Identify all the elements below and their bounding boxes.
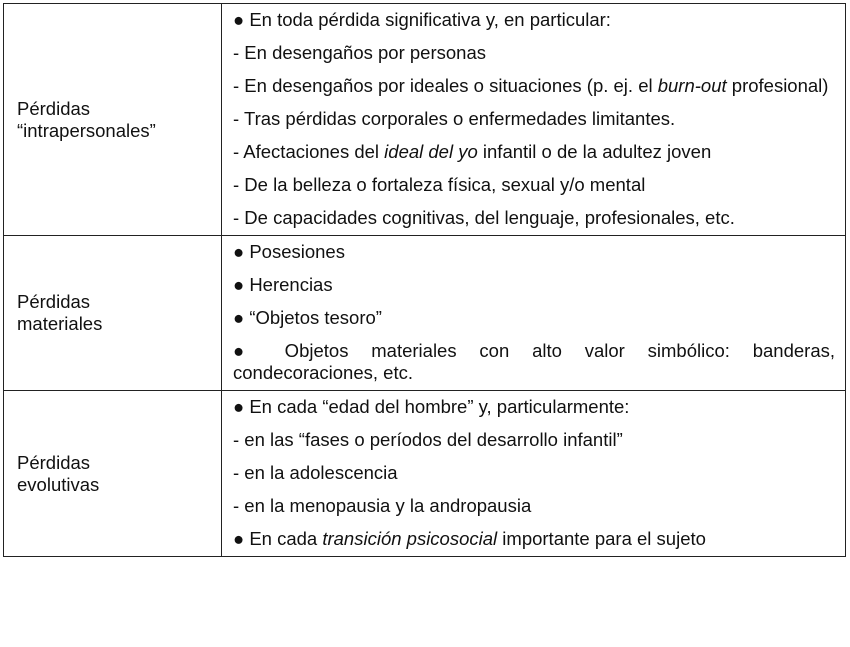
item-text: importante para el sujeto — [497, 528, 706, 549]
item-text: - Tras pérdidas corporales o enfermedades limitantes. — [233, 108, 676, 129]
list-item — [233, 42, 835, 64]
table-row — [4, 391, 846, 557]
list-item — [233, 307, 835, 329]
row-label-cell — [4, 4, 222, 236]
italic-text: transición psicosocial — [322, 528, 498, 549]
losses-table — [3, 3, 846, 557]
table-body — [4, 4, 846, 557]
list-item — [233, 207, 835, 229]
row-label-line: evolutivas — [17, 473, 100, 495]
italic-text: burn-out — [657, 75, 727, 96]
list-item — [233, 9, 835, 31]
row-label-line: “intrapersonales” — [17, 119, 156, 141]
list-item — [233, 495, 835, 517]
list-item — [233, 75, 835, 97]
item-text: profesional) — [726, 75, 829, 96]
list-item — [233, 174, 835, 196]
item-text: ● En toda pérdida significativa y, en particular: — [233, 9, 611, 30]
list-item — [233, 141, 835, 163]
item-text: ● Herencias — [233, 274, 333, 295]
row-content-cell — [222, 236, 846, 391]
item-text: infantil o de la adultez joven — [477, 141, 712, 162]
list-item — [233, 429, 835, 451]
list-item — [233, 396, 835, 418]
row-label-line: Pérdidas — [17, 451, 91, 473]
item-text: ● En cada “edad del hombre” y, particularmente: — [233, 396, 630, 417]
italic-text: ideal del yo — [384, 141, 478, 162]
item-text: ● En cada — [233, 528, 323, 549]
item-text: - Afectaciones del — [233, 141, 385, 162]
item-text: - De capacidades cognitivas, del lenguaje, profesionales, etc. — [233, 207, 735, 228]
row-content-cell — [222, 4, 846, 236]
list-item — [233, 340, 835, 384]
row-label-cell — [4, 236, 222, 391]
item-text: - En desengaños por ideales o situaciones (p. ej. el — [233, 75, 658, 96]
list-item — [233, 108, 835, 130]
item-text: - en la menopausia y la andropausia — [233, 495, 532, 516]
list-item — [233, 274, 835, 296]
item-text: ● Posesiones — [233, 241, 345, 262]
item-text: ● “Objetos tesoro” — [233, 307, 382, 328]
list-item — [233, 241, 835, 263]
row-label-cell — [4, 391, 222, 557]
item-text: ● Objetos materiales con alto valor simbólico: banderas, condecoraciones, etc. — [233, 340, 835, 383]
item-text: - en las “fases o períodos del desarrollo infantil” — [233, 429, 623, 450]
row-label-line: Pérdidas — [17, 291, 91, 312]
table-row — [4, 236, 846, 391]
row-label-line: materiales — [17, 313, 103, 334]
list-item — [233, 528, 835, 550]
list-item — [233, 462, 835, 484]
item-text: - en la adolescencia — [233, 462, 398, 483]
table-row — [4, 4, 846, 236]
row-content-cell — [222, 391, 846, 557]
item-text: - De la belleza o fortaleza física, sexual y/o mental — [233, 174, 646, 195]
item-text: - En desengaños por personas — [233, 42, 487, 63]
row-label-line: Pérdidas — [17, 97, 91, 119]
